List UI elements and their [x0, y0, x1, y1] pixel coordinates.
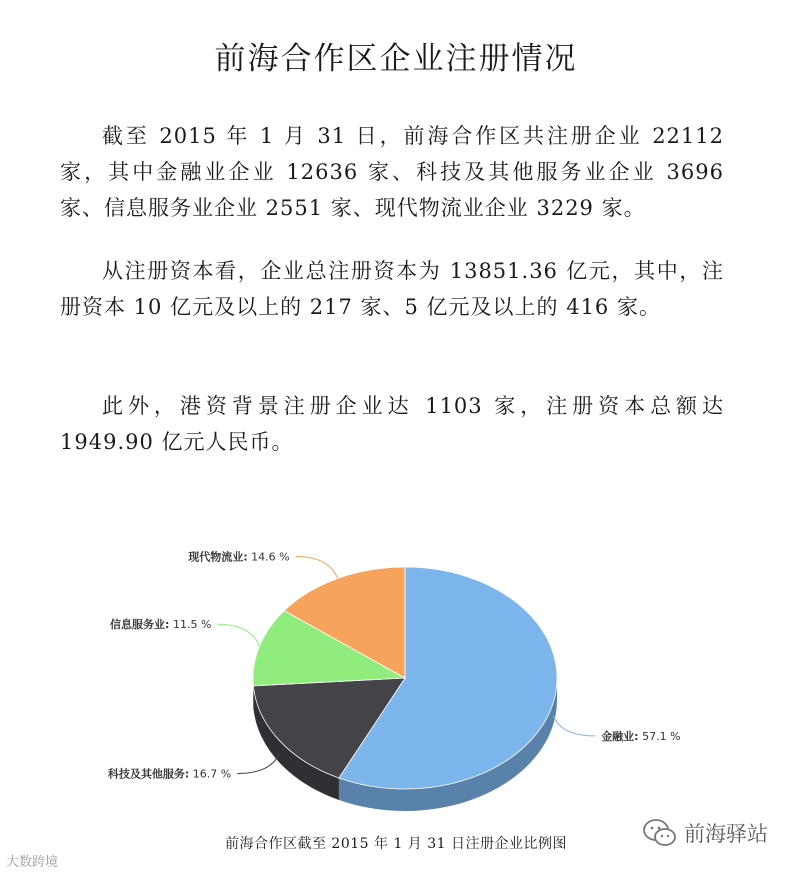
pie-connector-0 [553, 716, 595, 736]
brand-signature [642, 818, 768, 848]
chart-caption: 前海合作区截至 2015 年 1 月 31 日注册企业比例图 [224, 836, 568, 852]
pie-label-value-2: 11.5 % [169, 618, 212, 632]
pie-label-name-1: 科技及其他服务: [107, 767, 190, 781]
page-title: 前海合作区企业注册情况 [214, 40, 578, 77]
pie-label-value-3: 14.6 % [247, 550, 290, 564]
brand-name: 前海驿站 [684, 822, 768, 846]
pie-connector-1 [237, 754, 279, 774]
wechat-icon [642, 818, 678, 848]
pie-chart [80, 540, 720, 830]
pie-label-value-0: 57.1 % [638, 729, 681, 743]
pie-label-1 [107, 767, 231, 781]
pie-label-value-1: 16.7 % [189, 767, 232, 781]
pie-label-0 [601, 729, 680, 743]
watermark-text: 大数跨境 [6, 855, 59, 870]
pie-connector-3 [296, 557, 338, 579]
pie-label-name-3: 现代物流业: [188, 550, 248, 564]
paragraph-registration-count: 截至 2015 年 1 月 31 日，前海合作区共注册企业 22112 家，其中金融业企业 12636 家、科技及其他服务业企业 3696 家、信息服务业企业 2551 家、现代物流业企业 3229 家。 [60, 124, 724, 220]
pie-label-name-2: 信息服务业: [110, 618, 170, 632]
paragraph-hk-background: 此外，港资背景注册企业达 1103 家，注册资本总额达 1949.90 亿元人民币。 [60, 394, 724, 454]
pie-label-3 [187, 550, 289, 564]
watermark [6, 851, 58, 870]
pie-label-name-0: 金融业: [601, 729, 639, 743]
pie-label-2 [110, 617, 211, 631]
paragraph-registered-capital: 从注册资本看，企业总注册资本为 13851.36 亿元，其中，注册资本 10 亿元及以上的 217 家、5 亿元及以上的 416 家。 [60, 259, 724, 319]
pie-connector-2 [217, 624, 259, 646]
